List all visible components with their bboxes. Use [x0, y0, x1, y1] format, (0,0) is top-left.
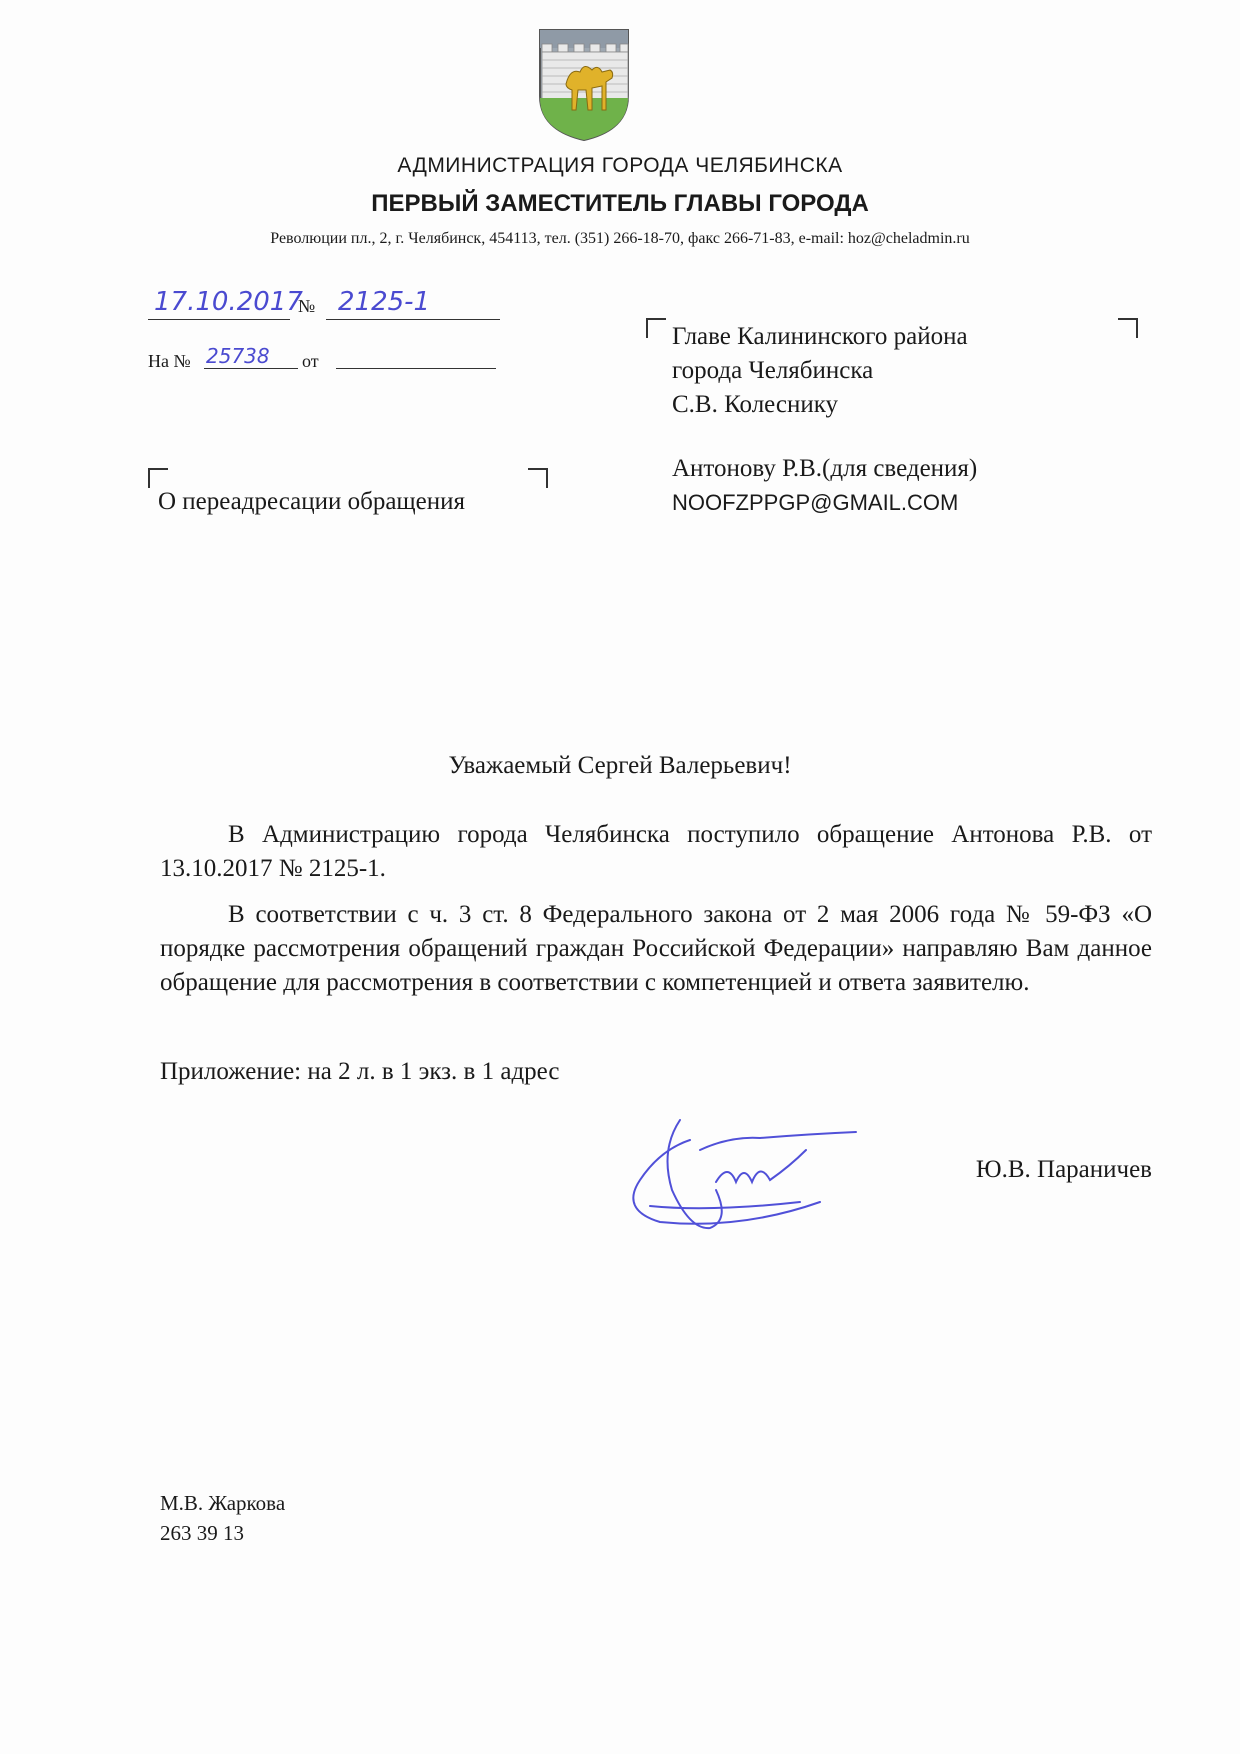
registration-number-label: №: [298, 296, 316, 316]
organization-address: Революции пл., 2, г. Челябинск, 454113, тел. (351) 266-18-70, факс 266-71-83, e-mail: hoz@cheladmin.ru: [270, 230, 970, 247]
body-paragraph-2: В соответствии с ч. 3 ст. 8 Федерального закона от 2 мая 2006 года № 59-ФЗ «О порядке рассмотрения обращений граждан Российской Федерации» направляю Вам данное обращение для рассмотрения в соответствии с компетенцией и ответа заявителю.: [160, 901, 1152, 996]
handwritten-signature: [620, 1110, 870, 1260]
executor-phone: 263 39 13: [160, 1521, 244, 1545]
signatory-name: Ю.В. Параничев: [975, 1156, 1152, 1183]
recipient-corner-left: [646, 318, 666, 338]
letter-body: [160, 818, 1152, 1012]
recipient-line-2: города Челябинска: [672, 357, 874, 384]
organization-name: АДМИНИСТРАЦИЯ ГОРОДА ЧЕЛЯБИНСКА: [397, 154, 843, 177]
registration-number-line: [326, 287, 500, 320]
subject-line: О переадресации обращения: [158, 488, 466, 515]
subject-corner-left: [148, 468, 168, 488]
recipient-corner-right: [1118, 318, 1138, 338]
reply-number: 25738: [206, 344, 270, 368]
recipient-cc: Антонову Р.В.(для сведения): [672, 455, 978, 482]
subject-corner-right: [528, 468, 548, 488]
coat-of-arms-emblem: [536, 26, 632, 142]
reply-date-line: [336, 344, 496, 369]
attachment-note: Приложение: на 2 л. в 1 экз. в 1 адрес: [160, 1058, 560, 1085]
registration-date-line: [148, 287, 303, 320]
registration-number: 2125-1: [338, 287, 431, 317]
registration-date: 17.10.2017: [154, 287, 303, 317]
recipient-block: [672, 320, 977, 520]
reply-number-label: На №: [148, 351, 191, 371]
body-paragraph-1: В Администрацию города Челябинска поступило обращение Антонова Р.В. от 13.10.2017 № 2125-1.: [160, 821, 1152, 882]
recipient-line-1: Главе Калининского района: [672, 323, 968, 350]
executor-name: М.В. Жаркова: [160, 1491, 286, 1515]
recipient-cc-email: NOOFZPPGP@GMAIL.COM: [672, 490, 959, 515]
greeting: Уважаемый Сергей Валерьевич!: [448, 752, 792, 779]
reply-number-line: [204, 344, 298, 369]
recipient-line-3: С.В. Колеснику: [672, 391, 839, 418]
position-title: ПЕРВЫЙ ЗАМЕСТИТЕЛЬ ГЛАВЫ ГОРОДА: [371, 190, 869, 217]
reply-from-label: от: [302, 351, 319, 371]
executor-block: [160, 1488, 285, 1548]
